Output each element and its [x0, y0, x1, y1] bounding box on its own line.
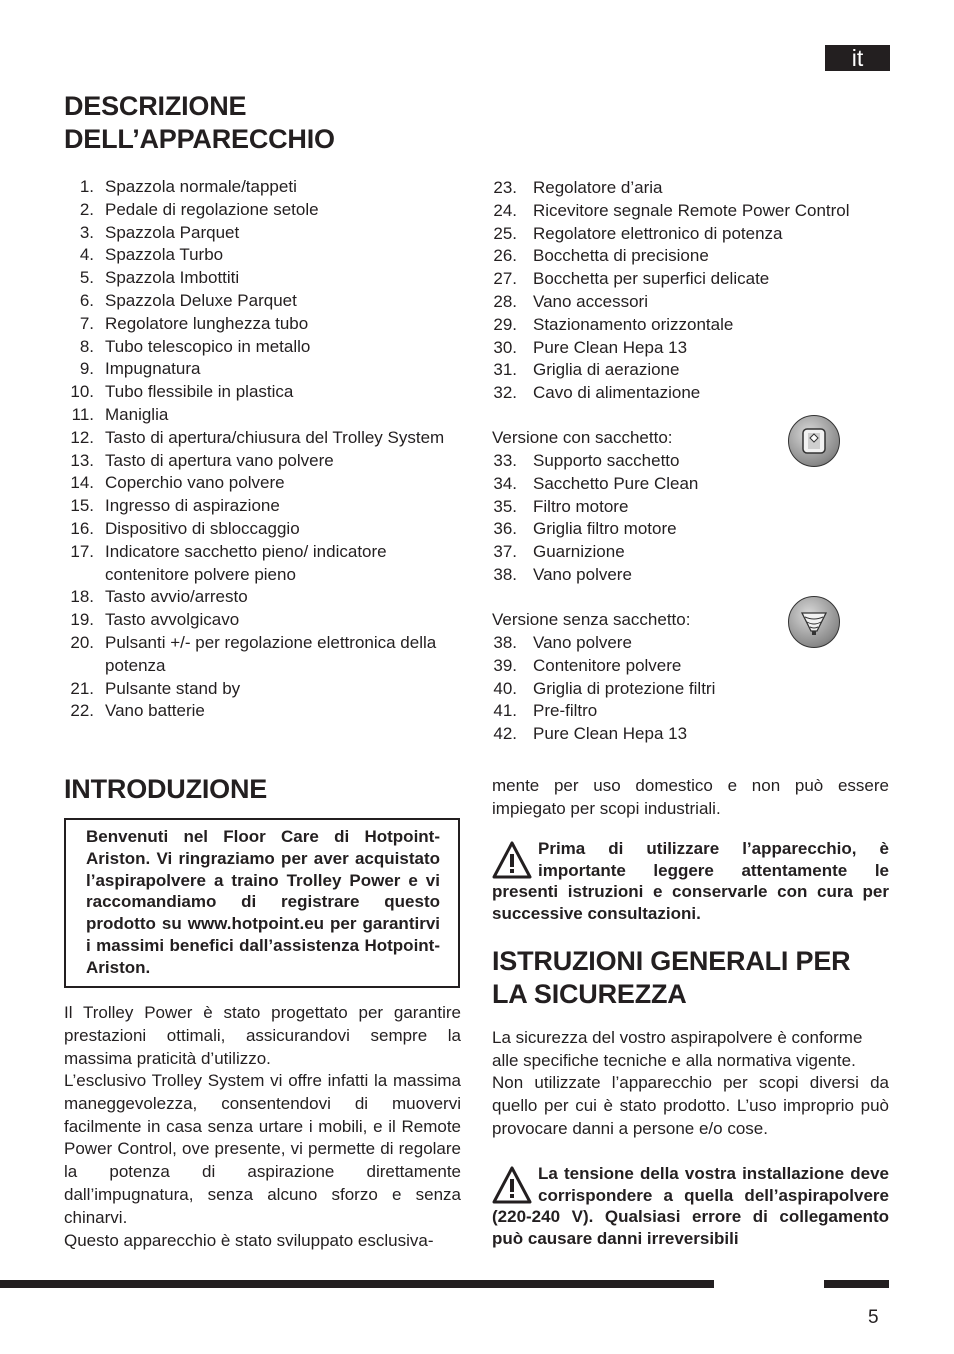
item-text: Supporto sacchetto — [533, 451, 680, 470]
item-text: Dispositivo di sbloccaggio — [105, 518, 300, 538]
item-text: Filtro motore — [533, 496, 629, 516]
list-item — [64, 358, 454, 381]
list-item — [492, 678, 892, 701]
list-item — [492, 223, 892, 246]
item-text: Contenitore polvere — [533, 655, 682, 675]
list-item — [492, 564, 892, 587]
warning-text: La tensione della vostra installazione deve corrispondere a quella dell’aspirapolvere (220-240 V). Qualsiasi errore di collegamento può causare danni irreversibili — [492, 1164, 889, 1248]
item-number: 8. — [79, 336, 94, 356]
item-text: Regolatore d’aria — [533, 178, 663, 197]
item-number: 36. — [493, 519, 517, 539]
item-number: 18. — [70, 587, 94, 607]
list-item — [492, 177, 892, 200]
item-number: 22. — [70, 701, 94, 721]
list-item — [64, 381, 454, 404]
language-tab: it — [825, 45, 890, 71]
item-number: 41. — [493, 701, 517, 721]
list-item — [492, 359, 892, 382]
list-item — [64, 336, 454, 359]
list-item — [64, 541, 454, 587]
item-number: 23. — [493, 178, 517, 197]
intro-paragraph-start: Questo apparecchio è stato sviluppato esclusiva- — [64, 1231, 434, 1250]
item-number: 40. — [493, 678, 517, 698]
item-text: Spazzola normale/tappeti — [105, 177, 297, 196]
item-text: Maniglia — [105, 404, 169, 424]
item-number: 29. — [493, 314, 517, 334]
item-text: Regolatore lunghezza tubo — [105, 313, 309, 333]
list-item — [64, 450, 454, 473]
item-text: Pre-filtro — [533, 701, 598, 721]
section-title-intro: INTRODUZIONE — [64, 774, 268, 804]
list-item — [492, 337, 892, 360]
item-text: Cavo di alimentazione — [533, 383, 701, 403]
list-item — [64, 495, 454, 518]
list-item — [64, 176, 454, 199]
item-text: Vano polvere — [533, 564, 632, 584]
list-item — [492, 518, 892, 541]
item-text: Tasto di apertura/chiusura del Trolley System — [105, 427, 445, 447]
item-text: Sacchetto Pure Clean — [533, 473, 699, 493]
item-number: 28. — [493, 291, 517, 311]
warning-icon — [492, 840, 532, 880]
footer-rule-short — [824, 1280, 889, 1288]
item-number: 14. — [70, 473, 94, 493]
item-number: 4. — [79, 245, 94, 265]
title-line: DESCRIZIONE — [64, 91, 247, 121]
item-number: 39. — [493, 655, 517, 675]
item-number: 19. — [70, 610, 94, 630]
item-number: 6. — [79, 290, 94, 310]
item-number: 17. — [70, 541, 94, 561]
parts-list-right — [492, 177, 892, 405]
item-number: 9. — [79, 359, 94, 379]
item-number: 38. — [493, 633, 517, 652]
item-text: Ingresso di aspirazione — [105, 496, 280, 516]
item-text: Vano accessori — [533, 291, 648, 311]
list-item — [492, 314, 892, 337]
item-text: Griglia filtro motore — [533, 519, 677, 539]
item-text: Pulsanti +/- per regolazione elettronica della potenza — [105, 632, 437, 675]
footer-rule — [0, 1280, 714, 1288]
item-text: Tasto avvio/arresto — [105, 587, 248, 607]
item-number: 20. — [70, 632, 94, 652]
title-line: DELL’APPARECCHIO — [64, 124, 335, 154]
section-title-description — [64, 90, 335, 156]
warning-read-instructions — [492, 838, 889, 924]
list-item — [492, 382, 892, 405]
item-text: Indicatore sacchetto pieno/ indicatore contenitore polvere pieno — [105, 541, 387, 584]
list-item — [64, 678, 454, 701]
item-text: Stazionamento orizzontale — [533, 314, 734, 334]
item-number: 42. — [493, 724, 517, 744]
item-number: 2. — [79, 199, 94, 219]
list-item — [492, 723, 892, 746]
list-item — [64, 313, 454, 336]
list-item — [64, 700, 454, 723]
item-text: Vano polvere — [533, 633, 632, 652]
item-text: Pure Clean Hepa 13 — [533, 337, 688, 357]
item-text: Vano batterie — [105, 701, 205, 721]
item-number: 11. — [71, 404, 94, 424]
item-number: 16. — [70, 518, 94, 538]
item-number: 5. — [79, 268, 94, 288]
list-item — [64, 222, 454, 245]
item-number: 33. — [493, 451, 517, 470]
item-text: Coperchio vano polvere — [105, 473, 285, 493]
list-item — [64, 267, 454, 290]
item-text: Pure Clean Hepa 13 — [533, 724, 688, 744]
item-text: Bocchetta per superfici delicate — [533, 269, 770, 289]
bagless-version-list — [492, 632, 892, 746]
item-number: 1. — [79, 177, 94, 196]
item-number: 15. — [70, 496, 94, 516]
list-item — [64, 290, 454, 313]
item-number: 26. — [493, 246, 517, 266]
safety-paragraph: Non utilizzate l’apparecchio per scopi diversi da quello per cui è stato prodotto. L’uso improprio può provocare danni a persone e/o cose. — [492, 1073, 889, 1138]
list-item — [64, 199, 454, 222]
safety-paragraph: La sicurezza del vostro aspirapolvere è conforme alle specifiche tecniche e alla normativa vigente. — [492, 1028, 863, 1070]
item-text: Tubo telescopico in metallo — [105, 336, 311, 356]
list-item — [492, 473, 892, 496]
item-number: 13. — [70, 450, 94, 470]
title-line: LA SICUREZZA — [492, 979, 687, 1009]
item-text: Bocchetta di precisione — [533, 246, 709, 266]
item-number: 12. — [70, 427, 94, 447]
parts-list-left — [64, 176, 454, 723]
bagless-version-label: Versione senza sacchetto: — [492, 610, 691, 629]
item-text: Guarnizione — [533, 542, 625, 562]
list-item — [64, 609, 454, 632]
item-text: Tasto di apertura vano polvere — [105, 450, 334, 470]
section-title-safety — [492, 945, 850, 1011]
item-text: Spazzola Parquet — [105, 222, 240, 242]
list-item — [492, 700, 892, 723]
bag-version-list — [492, 450, 892, 587]
item-text: Impugnatura — [105, 359, 201, 379]
list-item — [64, 632, 454, 678]
item-number: 27. — [493, 269, 517, 289]
item-number: 32. — [493, 383, 517, 403]
list-item — [64, 472, 454, 495]
item-text: Spazzola Deluxe Parquet — [105, 290, 297, 310]
item-text: Tubo flessibile in plastica — [105, 382, 294, 402]
item-number: 30. — [493, 337, 517, 357]
list-item — [64, 427, 454, 450]
bag-version-label: Versione con sacchetto: — [492, 428, 673, 447]
list-item — [492, 450, 892, 473]
item-number: 3. — [79, 222, 94, 242]
item-number: 37. — [493, 542, 517, 562]
item-number: 38. — [493, 564, 517, 584]
page-number: 5 — [868, 1307, 879, 1328]
item-text: Pedale di regolazione setole — [105, 199, 319, 219]
item-text: Griglia di aerazione — [533, 360, 680, 380]
item-text: Spazzola Turbo — [105, 245, 224, 265]
list-item — [64, 244, 454, 267]
list-item — [492, 245, 892, 268]
item-number: 21. — [70, 678, 94, 698]
warning-icon — [492, 1165, 532, 1205]
list-item — [492, 655, 892, 678]
item-number: 24. — [493, 200, 517, 220]
warning-text: Prima di utilizzare l’apparecchio, è importante leggere attentamente le presenti istruzioni e conservarle con cura per successive consultazioni. — [492, 839, 889, 923]
item-number: 31. — [493, 360, 517, 380]
item-number: 10. — [70, 382, 94, 402]
item-text: Tasto avvolgicavo — [105, 610, 240, 630]
list-item — [492, 496, 892, 519]
item-text: Griglia di protezione filtri — [533, 678, 716, 698]
intro-paragraph: Il Trolley Power è stato progettato per garantire prestazioni ottimali, assicurandovi sempre la massima praticità d’utilizzo. — [64, 1003, 461, 1068]
list-item — [492, 268, 892, 291]
item-text: Ricevitore segnale Remote Power Control — [533, 200, 850, 220]
item-text: Spazzola Imbottiti — [105, 268, 240, 288]
list-item — [64, 518, 454, 541]
list-item — [64, 404, 454, 427]
item-number: 34. — [493, 473, 517, 493]
warning-voltage — [492, 1163, 889, 1249]
item-number: 35. — [493, 496, 517, 516]
welcome-text: Benvenuti nel Floor Care di Hotpoint-Ariston. Vi ringraziamo per aver acquistato l’aspirapolvere a traino Trolley Power e vi raccomandiamo di registrare questo prodotto su www.hotpoint.eu per garantirvi i massimi benefici dall’assistenza Hotpoint-Ariston. — [86, 827, 440, 977]
list-item — [492, 541, 892, 564]
item-text: Regolatore elettronico di potenza — [533, 223, 783, 243]
list-item — [64, 586, 454, 609]
intro-paragraph: L’esclusivo Trolley System vi offre infatti la massima maneggevolezza, consentendovi di muovervi facilmente in casa senza urtare i mobili, e il Remote Power Control, ove presente, vi permette di regolare la potenza di aspirazione direttamente dall’impugnatura, senza alcuno sforzo e senza chinarvi. — [64, 1071, 461, 1227]
list-item — [492, 291, 892, 314]
list-item — [492, 632, 892, 655]
welcome-box — [64, 818, 460, 988]
list-item — [492, 200, 892, 223]
title-line: ISTRUZIONI GENERALI PER — [492, 946, 851, 976]
item-number: 25. — [493, 223, 517, 243]
intro-paragraph-continued: mente per uso domestico e non può essere impiegato per scopi industriali. — [492, 776, 889, 818]
item-text: Pulsante stand by — [105, 678, 241, 698]
item-number: 7. — [79, 313, 94, 333]
